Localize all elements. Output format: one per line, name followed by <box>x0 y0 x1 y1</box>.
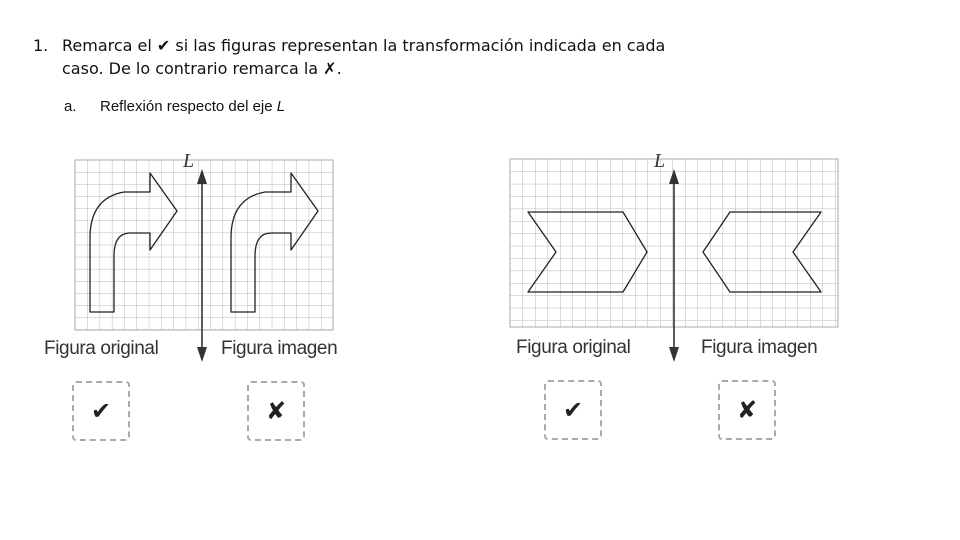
check-box-panel-2[interactable] <box>544 380 602 440</box>
subitem-text: Reflexión respecto del eje <box>100 98 277 115</box>
subitem-axis-name: L <box>276 98 286 115</box>
question-text-line-2: caso. De lo contrario remarca la ✗. <box>62 59 342 78</box>
cross-box-panel-2[interactable] <box>718 380 776 440</box>
image-figure-label-panel-2: Figura imagen <box>701 337 818 358</box>
question-number: 1. <box>33 36 49 55</box>
question-text-line-1: Remarca el ✔ si las figuras representan la transformación indicada en cada <box>62 36 666 55</box>
cross-box-panel-1[interactable] <box>247 381 305 441</box>
check-mark-icon: ✔ <box>562 396 584 424</box>
original-figure-label-panel-2: Figura original <box>516 337 631 358</box>
axis-label-panel-1: L <box>183 150 195 172</box>
check-mark-icon: ✔ <box>90 397 112 425</box>
subitem-letter: a. <box>64 98 77 115</box>
image-figure-label-panel-1: Figura imagen <box>221 338 338 359</box>
original-figure-label-panel-1: Figura original <box>44 338 159 359</box>
cross-mark-icon: ✘ <box>736 396 758 424</box>
axis-label-panel-2: L <box>654 150 666 172</box>
check-box-panel-1[interactable] <box>72 381 130 441</box>
cross-mark-icon: ✘ <box>265 397 287 425</box>
